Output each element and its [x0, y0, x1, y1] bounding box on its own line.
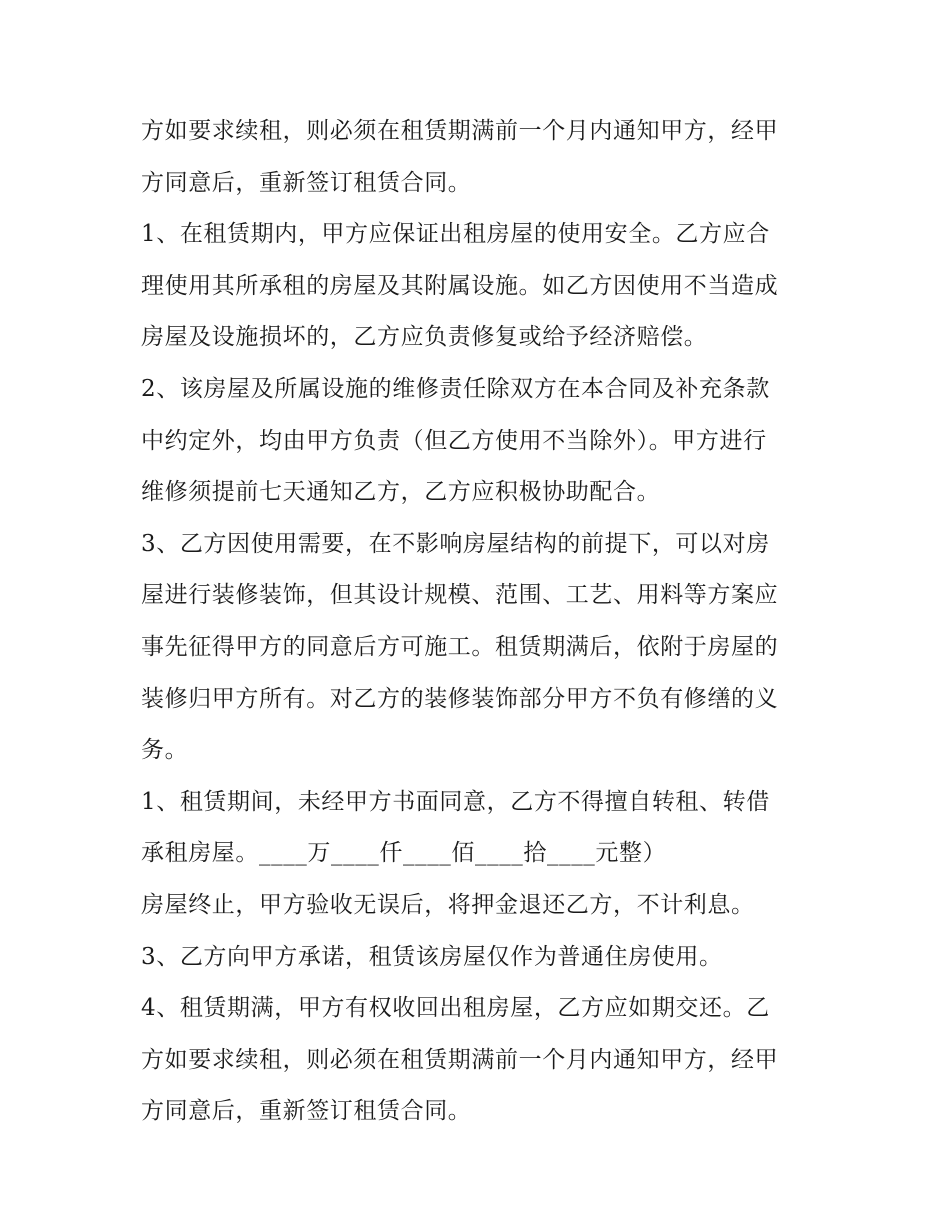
contract-text-body — [141, 106, 821, 1138]
text-line: 方同意后，重新签订租赁合同。 — [141, 169, 472, 196]
text-line: 房屋及设施损坏的，乙方应负责修复或给予经济赔偿。 — [141, 324, 708, 351]
text-line: 务。 — [141, 737, 189, 764]
text-line: 4、租赁期满，甲方有权收回出租房屋，乙方应如期交还。乙 — [141, 995, 770, 1022]
text-line: 房屋终止，甲方验收无误后，将押金退还乙方，不计利息。 — [141, 891, 755, 918]
text-line: 方如要求续租，则必须在租赁期满前一个月内通知甲方，经甲 — [141, 118, 779, 144]
text-line: 装修归甲方所有。对乙方的装修装饰部分甲方不负有修缮的义 — [141, 685, 779, 712]
text-line: 方如要求续租，则必须在租赁期满前一个月内通知甲方，经甲 — [141, 1046, 779, 1073]
text-line: 3、乙方因使用需要，在不影响房屋结构的前提下，可以对房 — [141, 530, 770, 557]
text-line: 1、租赁期间，未经甲方书面同意，乙方不得擅自转租、转借 — [141, 788, 770, 815]
text-line: 1、在租赁期内，甲方应保证出租房屋的使用安全。乙方应合 — [141, 221, 770, 248]
text-line: 3、乙方向甲方承诺，租赁该房屋仅作为普通住房使用。 — [141, 943, 723, 970]
text-line: 2、该房屋及所属设施的维修责任除双方在本合同及补充条款 — [141, 375, 770, 402]
text-line: 理使用其所承租的房屋及其附属设施。如乙方因使用不当造成 — [141, 272, 779, 299]
text-line: 事先征得甲方的同意后方可施工。租赁期满后，依附于房屋的 — [141, 633, 779, 660]
text-line: 屋进行装修装饰，但其设计规模、范围、工艺、用料等方案应 — [141, 582, 779, 609]
text-line: 维修须提前七天通知乙方，乙方应积极协助配合。 — [141, 479, 661, 506]
text-line: 承租房屋。____万____仟____佰____拾____元整） — [141, 840, 667, 867]
text-line: 方同意后，重新签订租赁合同。 — [141, 1098, 472, 1125]
text-line: 中约定外，均由甲方负责（但乙方使用不当除外）。甲方进行 — [141, 427, 767, 454]
